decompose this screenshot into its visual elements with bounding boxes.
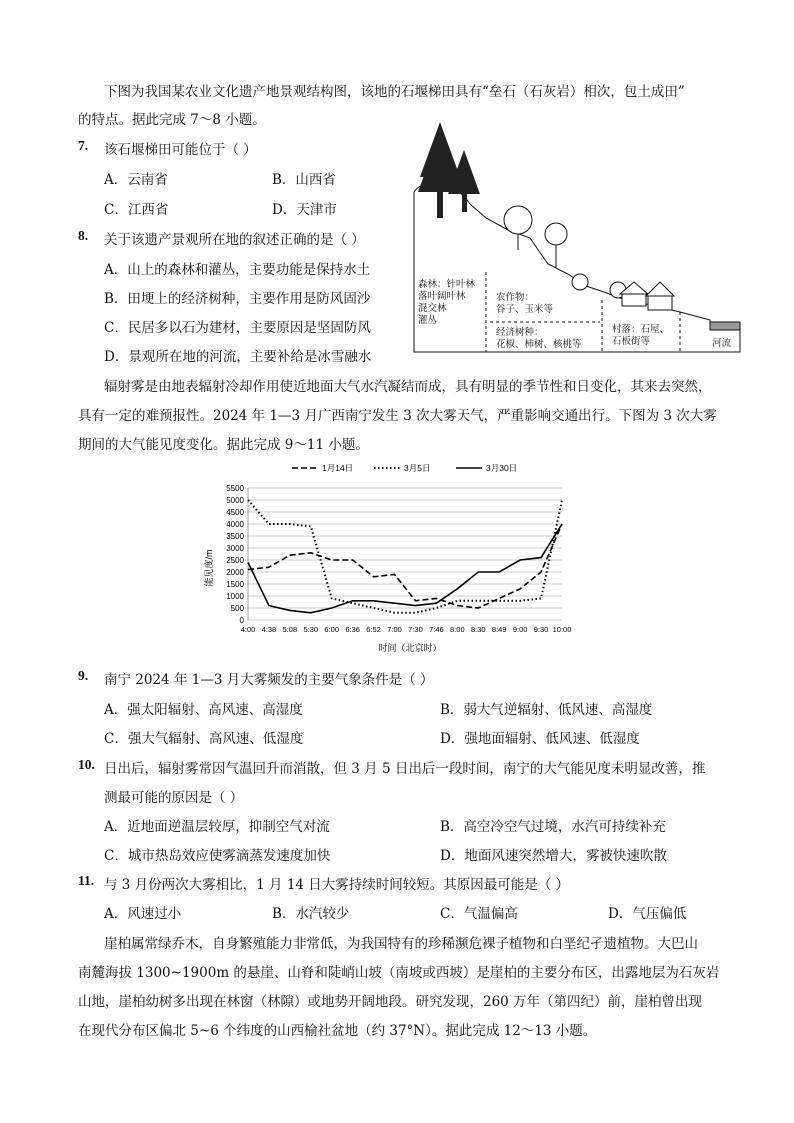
option: C．气温偏高	[440, 906, 518, 922]
intro-line: 辐射雾是由地表辐射冷却作用使近地面大气水汽凝结而成，具有明显的季节性和日变化，其来去突然，	[104, 379, 712, 395]
landscape-label: 谷子、玉米等	[496, 304, 554, 315]
y-tick-label: 5500	[226, 484, 244, 493]
option: A．风速过小	[104, 906, 182, 922]
y-tick-label: 3000	[226, 544, 244, 553]
option: B．山西省	[272, 172, 336, 188]
x-tick-label: 4:38	[261, 625, 277, 634]
intro-line: 南麓海拔 1300~1900m 的悬崖、山脊和陡峭山坡（南坡或西坡）是崖柏的主要分布区，出露地层为石灰岩	[78, 965, 720, 981]
landscape-label: 经济树种：	[496, 327, 544, 338]
intro-line: 期间的大气能见度变化。据此完成 9～11 小题。	[78, 437, 369, 453]
option: C．江西省	[104, 202, 169, 218]
option: C．城市热岛效应使雾滴蒸发速度加快	[104, 848, 331, 864]
intro-line: 在现代分布区偏北 5~6 个纬度的山西榆社盆地（约 37°N）。据此完成 12～13 小题。	[78, 1023, 597, 1039]
y-tick-label: 4000	[226, 520, 244, 529]
question-stem: 日出后，辐射雾常因气温回升而消散，但 3 月 5 日出后一段时间，南宁的大气能见度未明显改善，推	[104, 761, 706, 777]
x-tick-label: 7:00	[387, 625, 402, 634]
option: A．近地面逆温层较厚，抑制空气对流	[104, 819, 330, 835]
y-tick-labels	[226, 484, 244, 625]
x-axis-label: 时间（北京时）	[378, 643, 442, 653]
landscape-label: 石板街等	[612, 336, 651, 347]
question-stem: 南宁 2024 年 1—3 月大雾频发的主要气象条件是（ ）	[104, 672, 434, 688]
intro-line: 山地，崖柏幼树多出现在林窗（林隙）或地势开阔地段。研究发现，260 万年（第四纪）前，崖柏曾出现	[78, 994, 703, 1010]
x-tick-label: 8:49	[491, 625, 507, 634]
x-tick-label: 8:00	[450, 625, 465, 634]
y-tick-label: 4500	[226, 508, 244, 517]
broadleaf-trees	[504, 206, 626, 298]
legend-label: 3月5日	[404, 463, 431, 473]
river-shape	[710, 322, 740, 330]
y-tick-label: 3500	[226, 532, 244, 541]
option: B．高空冷空气过境，水汽可持续补充	[440, 819, 666, 835]
y-tick-label: 2500	[226, 556, 244, 565]
landscape-diagram	[390, 122, 745, 360]
intro-line: 崖柏属常绿乔木，自身繁殖能力非常低，为我国特有的珍稀濒危裸子植物和白垩纪孑遗植物。大巴山	[104, 936, 698, 952]
option: D．地面风速突然增大，雾被快速吹散	[440, 848, 667, 864]
y-tick-label: 5000	[226, 496, 244, 505]
landscape-label: 灌丛	[418, 315, 438, 326]
question-stem: 关于该遗产景观所在地的叙述正确的是（ ）	[104, 232, 365, 248]
x-tick-label: 9:00	[512, 625, 528, 634]
y-tick-label: 500	[230, 604, 244, 613]
x-tick-label: 7:30	[408, 625, 423, 634]
option: B．田埂上的经济树种，主要作用是防风固沙	[104, 291, 371, 307]
y-tick-label: 1500	[226, 580, 244, 589]
option: D．景观所在地的河流，主要补给是冰雪融水	[104, 349, 372, 365]
series-line-1	[248, 524, 562, 608]
houses	[620, 282, 674, 310]
option: C．强大气辐射、高风速、低湿度	[104, 731, 304, 747]
x-tick-label: 10:00	[552, 625, 572, 634]
landscape-label: 落叶阔叶林	[418, 291, 466, 302]
landscape-label: 森林：针叶林	[418, 279, 476, 290]
option: A．云南省	[104, 172, 168, 188]
y-axis-label: 能见度/m	[204, 549, 214, 587]
intro-line: 下图为我国某农业文化遗产地景观结构图，该地的石堰梯田具有“垒石（石灰岩）相次，包土成田”	[104, 84, 685, 100]
landscape-label: 花椒、柿树、核桃等	[496, 339, 582, 350]
x-tick-labels	[241, 625, 572, 634]
option: A．强太阳辐射、高风速、高湿度	[104, 702, 303, 718]
option: D．强地面辐射、低风速、低湿度	[440, 731, 640, 747]
series-line-3	[248, 524, 562, 613]
landscape-label: 混交林	[418, 303, 447, 314]
x-tick-label: 9:30	[533, 625, 549, 634]
landscape-label: 河流	[712, 338, 732, 349]
x-tick-label: 5:08	[282, 625, 298, 634]
x-tick-label: 5:30	[303, 625, 319, 634]
option: D．气压偏低	[608, 906, 687, 922]
y-tick-label: 1000	[226, 592, 244, 601]
question-number: 10.	[78, 757, 95, 772]
question-number: 8.	[78, 228, 89, 243]
x-tick-label: 6:00	[324, 625, 340, 634]
conifer-trees	[418, 122, 480, 218]
question-stem: 测最可能的原因是（ ）	[104, 790, 244, 806]
question-stem: 与 3 月份两次大雾相比，1 月 14 日大雾持续时间较短。其原因最可能是（ ）	[104, 877, 570, 893]
question-number: 7.	[78, 138, 89, 153]
x-tick-label: 7:46	[429, 625, 444, 634]
intro-line: 具有一定的难预报性。2024 年 1—3 月广西南宁发生 3 次大雾天气，严重影响交通出行。下图为 3 次大雾	[78, 408, 717, 424]
intro-line: 的特点。据此完成 7～8 小题。	[78, 112, 266, 128]
question-number: 11.	[78, 873, 95, 888]
landscape-label: 村落：石屋、	[612, 324, 670, 335]
landscape-label: 农作物：	[496, 292, 535, 303]
x-tick-label: 4:00	[240, 625, 256, 634]
x-tick-label: 8:30	[470, 625, 486, 634]
diagram-frame	[414, 192, 740, 352]
option: B．弱大气逆辐射、低风速、高湿度	[440, 702, 653, 718]
option: B．水汽较少	[272, 906, 350, 922]
question-stem: 该石堰梯田可能位于（ ）	[104, 142, 257, 158]
legend-label: 1月14日	[322, 463, 354, 473]
chart-legend	[292, 463, 517, 473]
legend-label: 3月30日	[486, 463, 518, 473]
x-tick-label: 6:36	[345, 625, 360, 634]
option: A．山上的森林和灌丛，主要功能是保持水土	[104, 262, 371, 278]
visibility-chart	[200, 458, 580, 654]
option: D．天津市	[272, 202, 337, 218]
question-number: 9.	[78, 668, 89, 683]
x-tick-label: 6:52	[366, 625, 381, 634]
y-tick-label: 2000	[226, 568, 244, 577]
option: C．民居多以石为建材，主要原因是坚固防风	[104, 320, 371, 336]
y-tick-label: 0	[239, 616, 244, 625]
